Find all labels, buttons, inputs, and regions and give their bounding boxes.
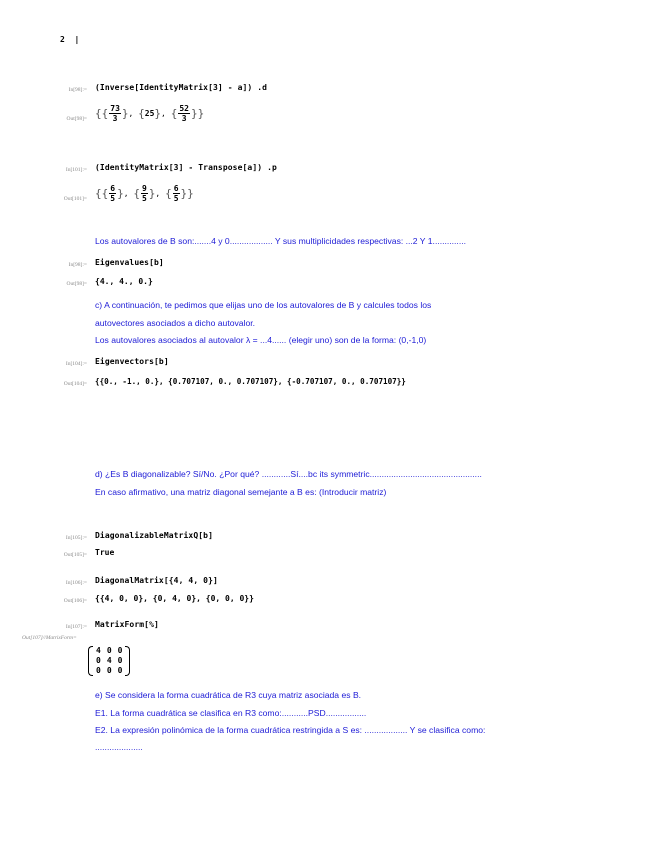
input-label: In[98]:= [68, 262, 87, 268]
matrix-table: 4 0 0 0 4 0 0 0 0 [96, 646, 123, 675]
output-cell-diagonalmatrix: {{4, 0, 0}, {0, 4, 0}, {0, 0, 0}} [95, 594, 254, 603]
question-c-line-1: c) A continuación, te pedimos que elijas uno de los autovalores de B y calcules todos los [95, 300, 432, 310]
output-cell-fractions-2: {{ $\frac{6}{5}$ }, { $\frac{9}{5}$ }, { $\frac{6}{5}$ }} [95, 184, 194, 203]
input-cell-diagonalmatrix[interactable]: DiagonalMatrix[{4, 4, 0}] [95, 576, 218, 585]
input-label: In[107]:= [65, 624, 87, 630]
question-c-line-3: Los autovalores asociados al autovalor λ = ...4...... (elegir uno) son de la forma: (0,-1,0) [95, 335, 427, 345]
eigenvalues-answer-text: Los autovalores de B son:.......4 y 0.................. Y sus multiplicidades respectivas: ...2 Y 1.............. [95, 236, 466, 246]
input-cell-matrixform[interactable]: MatrixForm[%] [95, 620, 159, 629]
input-cell-inverse[interactable]: (Inverse[IdentityMatrix[3] - a]) .d [95, 83, 268, 92]
question-d-line-2: En caso afirmativo, una matriz diagonal semejante a B es: (Introducir matriz) [95, 487, 387, 497]
output-cell-eigenvalues: {4., 4., 0.} [95, 277, 153, 286]
question-e-line-1: e) Se considera la forma cuadrática de R3 cuya matriz asociada es B. [95, 690, 362, 700]
input-label: In[101]:= [65, 167, 87, 173]
output-label: Out[107]//MatrixForm= [22, 635, 77, 641]
question-e-line-2: E1. La forma cuadrática se clasifica en R3 como:...........PSD................. [95, 708, 367, 718]
input-cell-transpose[interactable]: (IdentityMatrix[3] - Transpose[a]) .p [95, 163, 277, 172]
question-d-line-1: d) ¿Es B diagonalizable? Sí/No. ¿Por qué? ............Sí....bc its symmetric............................................... [95, 469, 482, 479]
output-cell-true: True [95, 548, 115, 557]
input-label: In[106]:= [65, 580, 87, 586]
output-label: Out[101]= [63, 196, 87, 202]
output-cell-eigenvectors: {{0., -1., 0.}, {0.707107, 0., 0.707107}, {-0.707107, 0., 0.707107}} [95, 377, 406, 386]
right-bracket [125, 646, 130, 676]
input-label: In[98]:= [68, 87, 87, 93]
output-label: Out[98]= [66, 281, 87, 287]
output-label: Out[105]= [63, 552, 87, 558]
input-cell-eigenvalues[interactable]: Eigenvalues[b] [95, 258, 164, 267]
output-label: Out[106]= [63, 598, 87, 604]
input-cell-eigenvectors[interactable]: Eigenvectors[b] [95, 357, 169, 366]
output-label: Out[104]= [63, 381, 87, 387]
input-label: In[105]:= [65, 535, 87, 541]
output-cell-fractions-1: {{ $\frac{73}{3}$ }, {25}, { $\frac{52}{3}$ }} [95, 104, 205, 123]
question-c-line-2: autovectores asociados a dicho autovalor. [95, 318, 256, 328]
question-e-line-3: E2. La expresión polinómica de la forma cuadrática restringida a S es: .................. Y se clasifica como: [95, 725, 486, 735]
input-cell-diagonalizable[interactable]: DiagonalizableMatrixQ[b] [95, 531, 213, 540]
matrix-output [88, 646, 130, 676]
page-number: 2 | [60, 35, 80, 44]
input-label: In[104]:= [65, 361, 87, 367]
output-label: Out[98]= [66, 116, 87, 122]
question-e-line-4: .................... [95, 742, 143, 752]
